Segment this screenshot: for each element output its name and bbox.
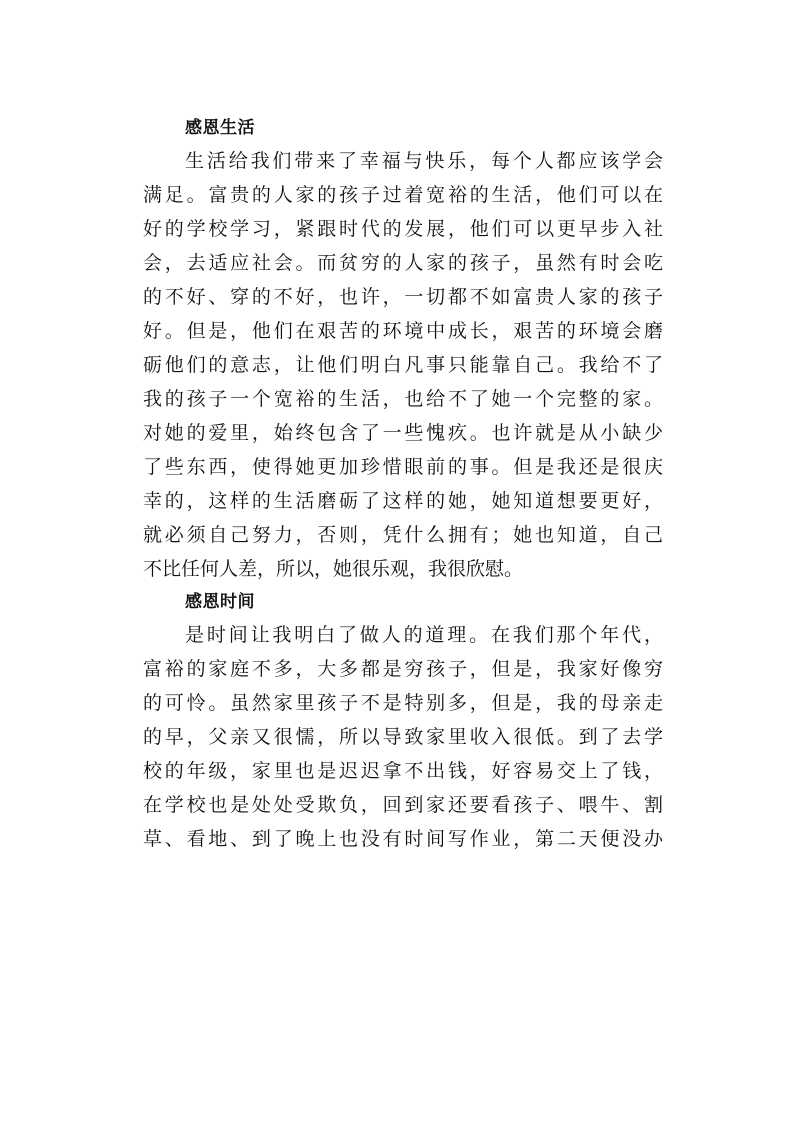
section-heading-gratitude-time: 感恩时间: [185, 592, 255, 612]
paragraph-line: 在学校也是处处受欺负，回到家还要看孩子、喂牛、割: [143, 794, 663, 816]
paragraph-line: 是时间让我明白了做人的道理。在我们那个年代，: [185, 624, 663, 646]
paragraph-line: 的不好、穿的不好，也许，一切都不如富贵人家的孩子: [143, 286, 663, 308]
paragraph-line: 好。但是，他们在艰苦的环境中成长，艰苦的环境会磨: [143, 320, 663, 342]
paragraph-line: 幸的，这样的生活磨砺了这样的她，她知道想要更好，: [143, 490, 663, 512]
paragraph-line: 会，去适应社会。而贫穷的人家的孩子，虽然有时会吃: [143, 252, 663, 274]
paragraph-line: 了些东西，使得她更加珍惜眼前的事。但是我还是很庆: [143, 456, 663, 478]
section-paragraph-gratitude-life: [143, 144, 663, 586]
paragraph-line: 的早，父亲又很懦，所以导致家里收入很低。到了去学: [143, 726, 663, 748]
paragraph-line: 就必须自己努力，否则，凭什么拥有；她也知道，自己: [143, 524, 663, 546]
paragraph-line: 草、看地、到了晚上也没有时间写作业，第二天便没办: [143, 828, 663, 850]
section-paragraph-gratitude-time: [143, 618, 663, 856]
paragraph-line: 好的学校学习，紧跟时代的发展，他们可以更早步入社: [143, 218, 663, 240]
paragraph-line: 的可怜。虽然家里孩子不是特别多，但是，我的母亲走: [143, 692, 663, 714]
paragraph-line: 对她的爱里，始终包含了一些愧疚。也许就是从小缺少: [143, 422, 663, 444]
section-heading-gratitude-life: 感恩生活: [185, 118, 255, 138]
paragraph-line: 不比任何人差，所以，她很乐观，我很欣慰。: [143, 558, 524, 580]
paragraph-line: 校的年级，家里也是迟迟拿不出钱，好容易交上了钱，: [143, 760, 663, 782]
paragraph-line: 生活给我们带来了幸福与快乐，每个人都应该学会: [185, 150, 663, 172]
document-body: [143, 112, 663, 856]
paragraph-line: 砺他们的意志，让他们明白凡事只能靠自己。我给不了: [143, 354, 663, 376]
paragraph-line: 富裕的家庭不多，大多都是穷孩子，但是，我家好像穷: [143, 658, 663, 680]
paragraph-line: 我的孩子一个宽裕的生活，也给不了她一个完整的家。: [143, 388, 663, 410]
paragraph-line: 满足。富贵的人家的孩子过着宽裕的生活，他们可以在: [143, 184, 663, 206]
